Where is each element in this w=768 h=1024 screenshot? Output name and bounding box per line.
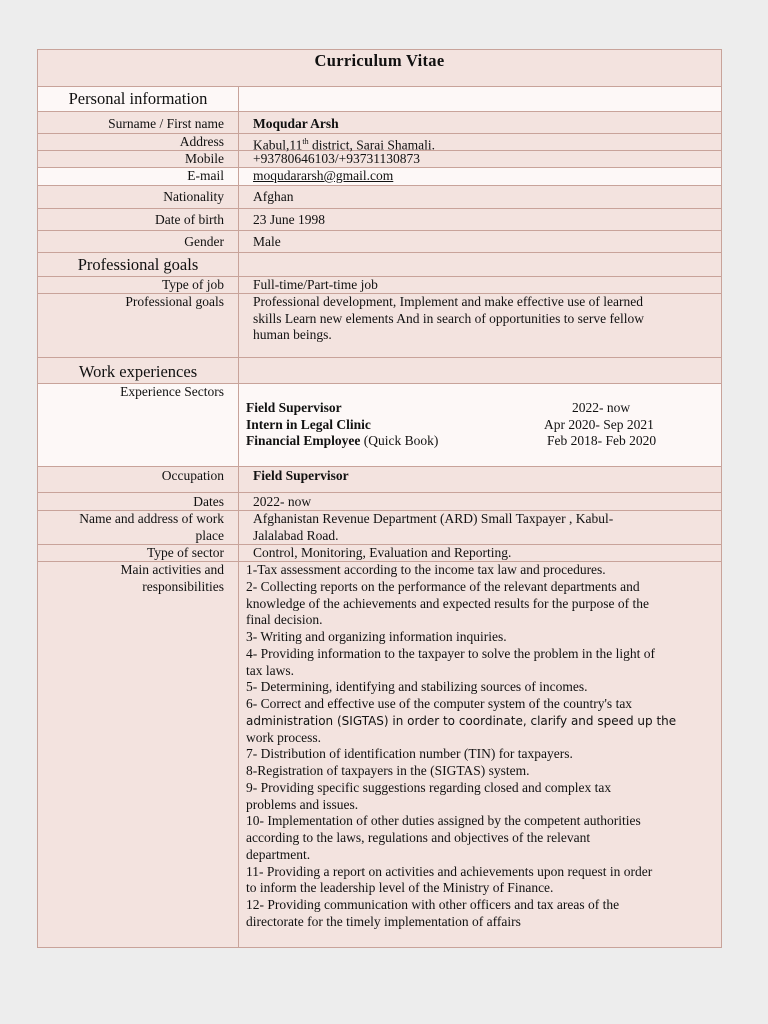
label-occupation: Occupation <box>38 467 239 492</box>
activity-line: 12- Providing communication with other officers and tax areas of the <box>246 897 620 912</box>
experience-item: Intern in Legal Clinic Apr 2020- Sep 2021 <box>246 416 654 432</box>
activity-line: final decision. <box>246 612 323 628</box>
row-occupation <box>38 467 721 493</box>
label-professional-goals: Professional goals <box>38 294 239 357</box>
row-dob <box>38 209 721 231</box>
activity-line: tax laws. <box>246 662 294 678</box>
activity-line: department. <box>246 846 311 862</box>
label-dates: Dates <box>38 493 239 510</box>
activity-line: to inform the leadership level of the Ministry of Finance. <box>246 880 554 896</box>
activity-line: according to the laws, regulations and objectives of the relevant <box>246 830 591 845</box>
section-personal <box>38 87 721 112</box>
experience-list <box>239 384 721 466</box>
value-sector-type: Control, Monitoring, Evaluation and Reporting. <box>253 545 512 560</box>
activity-line: 11- Providing a report on activities and achievements upon request in order <box>246 863 653 879</box>
label-sector-type: Type of sector <box>38 545 239 561</box>
cv-document <box>37 49 722 948</box>
activity-line: work process. <box>246 729 321 745</box>
section-work <box>38 358 721 384</box>
row-nationality <box>38 186 721 209</box>
activity-line: 6- Correct and effective use of the computer system of the country's tax <box>246 696 633 711</box>
cv-title: Curriculum Vitae <box>314 51 445 70</box>
label-job-type: Type of job <box>38 277 239 293</box>
value-dob: 23 June 1998 <box>253 212 325 227</box>
row-experience-sectors <box>38 384 721 467</box>
row-gender <box>38 231 721 253</box>
row-employer <box>38 511 721 545</box>
value-gender: Male <box>253 234 281 249</box>
row-name <box>38 112 721 134</box>
label-email: E-mail <box>38 168 239 185</box>
row-email <box>38 168 721 186</box>
row-professional-goals <box>38 294 721 358</box>
label-mobile: Mobile <box>38 151 239 167</box>
row-dates <box>38 493 721 511</box>
section-heading-personal: Personal information <box>38 87 239 111</box>
activity-line: problems and issues. <box>246 796 359 812</box>
activity-line: directorate for the timely implementation of affairs <box>246 913 521 929</box>
label-employer: Name and address of work place <box>38 511 239 544</box>
activity-line: administration (SIGTAS) in order to coordinate, clarify and speed up the <box>246 713 677 728</box>
value-dates: 2022- now <box>253 494 312 509</box>
experience-item: Financial Employee (Quick Book) Feb 2018- Feb 2020 <box>246 433 657 448</box>
activity-line: 4- Providing information to the taxpayer to solve the problem in the light of <box>246 645 656 661</box>
value-occupation: Field Supervisor <box>253 468 349 483</box>
activity-line: knowledge of the achievements and expected results for the purpose of the <box>246 595 649 611</box>
section-goals <box>38 253 721 277</box>
label-name: Surname / First name <box>38 112 239 133</box>
value-name: Moqudar Arsh <box>253 116 339 131</box>
value-job-type: Full-time/Part-time job <box>253 277 378 292</box>
label-dob: Date of birth <box>38 209 239 230</box>
label-address: Address <box>38 134 239 150</box>
value-professional-goals: Professional development, Implement and make effective use of learned skills Learn new elements And in search of opportunities to serve fellow human beings. <box>253 294 645 342</box>
activity-line: 8-Registration of taxpayers in the (SIGTAS) system. <box>246 763 530 778</box>
activity-line: 2- Collecting reports on the performance of the relevant departments and <box>246 578 640 594</box>
activities-list <box>239 562 721 948</box>
activity-line: 10- Implementation of other duties assigned by the competent authorities <box>246 813 641 829</box>
row-mobile <box>38 151 721 168</box>
experience-item: Field Supervisor 2022- now <box>246 400 631 415</box>
section-heading-work: Work experiences <box>38 358 239 383</box>
label-experience-sectors: Experience Sectors <box>38 384 239 466</box>
activity-line: 3- Writing and organizing information inquiries. <box>246 629 507 644</box>
label-nationality: Nationality <box>38 186 239 208</box>
row-job-type <box>38 277 721 294</box>
activity-line: 1-Tax assessment according to the income tax law and procedures. <box>246 562 606 577</box>
value-mobile: +93780646103/+93731130873 <box>253 151 420 166</box>
section-heading-goals: Professional goals <box>38 253 239 276</box>
row-activities <box>38 562 721 948</box>
value-employer: Afghanistan Revenue Department (ARD) Small Taxpayer , Kabul- Jalalabad Road. <box>253 511 614 543</box>
label-activities: Main activities and responsibilities <box>38 562 239 948</box>
value-nationality: Afghan <box>253 189 294 204</box>
activity-line: 7- Distribution of identification number (TIN) for taxpayers. <box>246 746 573 762</box>
row-address <box>38 134 721 151</box>
activity-line: 5- Determining, identifying and stabilizing sources of incomes. <box>246 679 588 695</box>
email-link[interactable]: moqudararsh@gmail.com <box>253 168 394 183</box>
activity-line: 9- Providing specific suggestions regarding closed and complex tax <box>246 779 612 795</box>
cv-title-row <box>38 50 721 87</box>
value-address: Kabul,11th district, Sarai Shamali. <box>253 137 435 153</box>
label-gender: Gender <box>38 231 239 252</box>
row-sector-type <box>38 545 721 562</box>
